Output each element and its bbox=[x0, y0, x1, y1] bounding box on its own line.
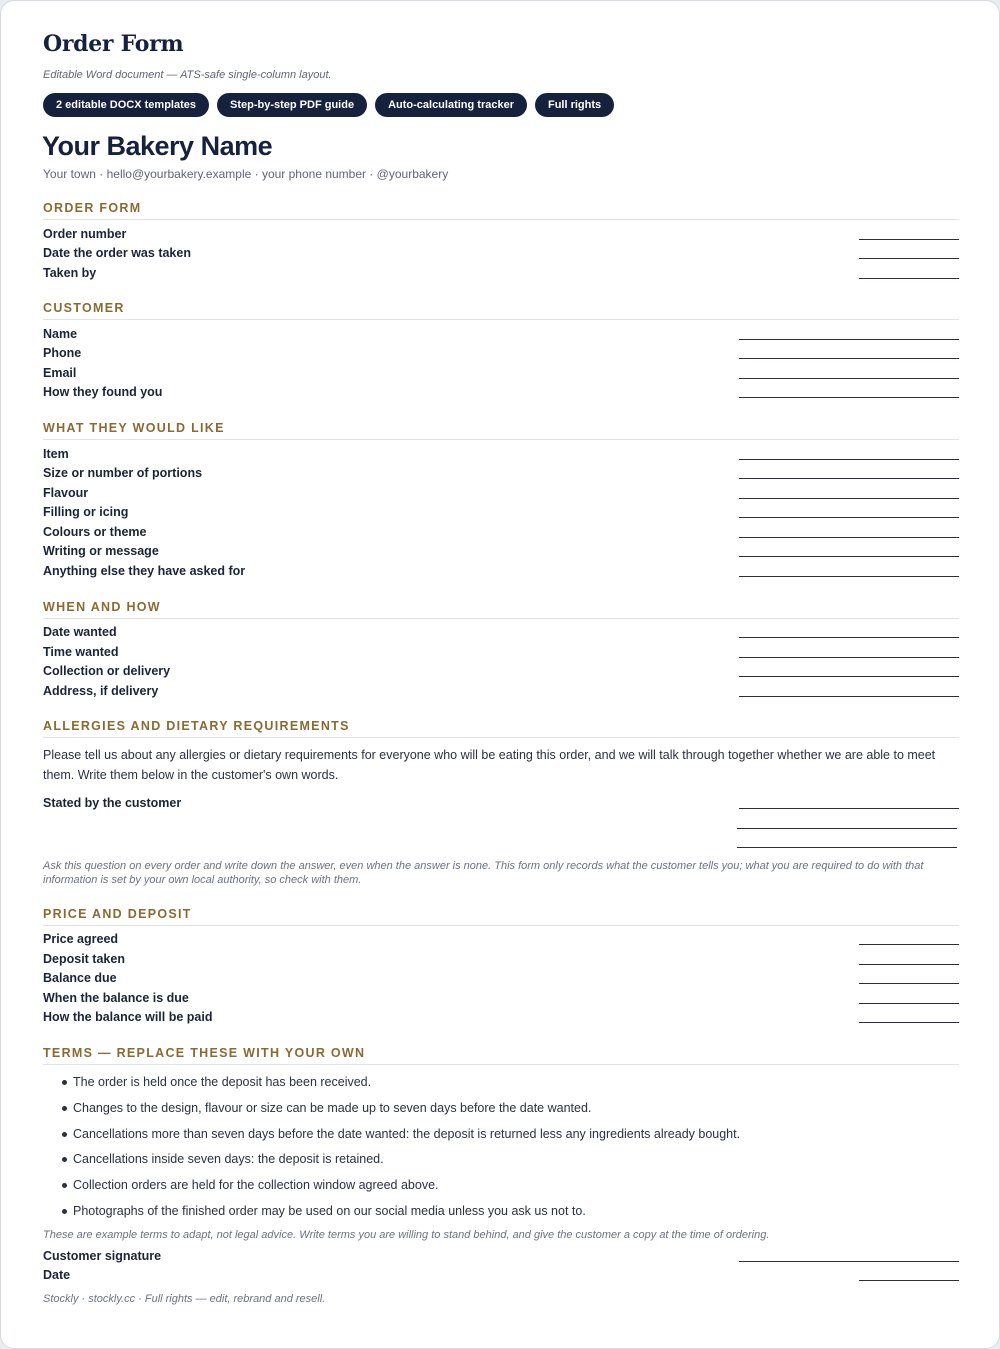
terms-list bbox=[43, 1071, 959, 1226]
field-writing: Writing or message bbox=[43, 544, 959, 564]
fill-in-line[interactable] bbox=[739, 498, 959, 499]
fill-in-line[interactable] bbox=[739, 478, 959, 479]
contact-line: Your town · hello@yourbakery.example · your phone number · @yourbakery bbox=[43, 167, 449, 181]
field-colours: Colours or theme bbox=[43, 525, 959, 545]
feature-pill: Full rights bbox=[535, 93, 614, 117]
section-heading-price: PRICE AND DEPOSIT bbox=[43, 905, 959, 926]
fill-in-line[interactable] bbox=[739, 517, 959, 518]
field-price-agreed: Price agreed bbox=[43, 932, 959, 952]
fill-in-line[interactable] bbox=[739, 339, 959, 340]
field-order-number: Order number bbox=[43, 227, 959, 247]
field-stated-by-customer: Stated by the customer bbox=[43, 796, 959, 816]
fill-in-line[interactable] bbox=[739, 378, 959, 379]
feature-pill: Step-by-step PDF guide bbox=[217, 93, 367, 117]
fill-in-line[interactable] bbox=[859, 278, 959, 279]
field-size: Size or number of portions bbox=[43, 466, 959, 486]
fill-in-line[interactable] bbox=[737, 847, 957, 848]
feature-pills bbox=[43, 93, 614, 117]
feature-pill: 2 editable DOCX templates bbox=[43, 93, 209, 117]
fill-in-line[interactable] bbox=[739, 808, 959, 809]
fill-in-line[interactable] bbox=[859, 239, 959, 240]
fill-in-line[interactable] bbox=[739, 637, 959, 638]
fill-in-line[interactable] bbox=[859, 1022, 959, 1023]
fill-in-line[interactable] bbox=[859, 964, 959, 965]
field-address: Address, if delivery bbox=[43, 684, 959, 704]
field-name: Name bbox=[43, 327, 959, 347]
field-date: Date bbox=[43, 1268, 959, 1288]
fill-in-line[interactable] bbox=[859, 1003, 959, 1004]
fill-in-line[interactable] bbox=[739, 537, 959, 538]
list-item: The order is held once the deposit has been received. bbox=[43, 1071, 959, 1097]
field-how-found: How they found you bbox=[43, 385, 959, 405]
fill-in-line[interactable] bbox=[739, 696, 959, 697]
footer-text: Stockly · stockly.cc · Full rights — edit, rebrand and resell. bbox=[43, 1293, 326, 1305]
terms-note: These are example terms to adapt, not legal advice. Write terms you are willing to stand behind, and give the customer a copy at the time of ordering. bbox=[43, 1229, 770, 1241]
allergies-intro: Please tell us about any allergies or dietary requirements for everyone who will be eating this order, and we will talk through together whether we are able to meet them. Write them below in the customer's own words. bbox=[43, 748, 936, 782]
field-phone: Phone bbox=[43, 346, 959, 366]
list-item: Photographs of the finished order may be used on our social media unless you ask us not to. bbox=[43, 1200, 959, 1226]
list-item: Cancellations inside seven days: the deposit is retained. bbox=[43, 1148, 959, 1174]
fill-in-line[interactable] bbox=[739, 576, 959, 577]
page-title: Order Form bbox=[43, 31, 184, 57]
fill-in-line[interactable] bbox=[739, 358, 959, 359]
section-heading-terms: TERMS — REPLACE THESE WITH YOUR OWN bbox=[43, 1044, 959, 1065]
list-item: Changes to the design, flavour or size can be made up to seven days before the date wanted. bbox=[43, 1097, 959, 1123]
list-item: Cancellations more than seven days before the date wanted: the deposit is returned less any ingredients already bought. bbox=[43, 1123, 959, 1149]
fill-in-line[interactable] bbox=[739, 657, 959, 658]
field-flavour: Flavour bbox=[43, 486, 959, 506]
fill-in-line[interactable] bbox=[859, 1280, 959, 1281]
field-deposit-taken: Deposit taken bbox=[43, 952, 959, 972]
field-customer-signature: Customer signature bbox=[43, 1249, 959, 1269]
section-heading-customer: CUSTOMER bbox=[43, 299, 959, 320]
page-subtitle: Editable Word document — ATS-safe single-column layout. bbox=[43, 69, 332, 81]
fill-in-line[interactable] bbox=[739, 676, 959, 677]
field-date-taken: Date the order was taken bbox=[43, 246, 959, 266]
section-heading-when: WHEN AND HOW bbox=[43, 598, 959, 619]
fill-in-line[interactable] bbox=[739, 397, 959, 398]
field-filling: Filling or icing bbox=[43, 505, 959, 525]
list-item: Collection orders are held for the collection window agreed above. bbox=[43, 1174, 959, 1200]
feature-pill: Auto-calculating tracker bbox=[375, 93, 527, 117]
fill-in-line[interactable] bbox=[859, 983, 959, 984]
field-email: Email bbox=[43, 366, 959, 386]
field-collection-delivery: Collection or delivery bbox=[43, 664, 959, 684]
fill-in-line[interactable] bbox=[739, 556, 959, 557]
field-time-wanted: Time wanted bbox=[43, 645, 959, 665]
field-balance-how: How the balance will be paid bbox=[43, 1010, 959, 1030]
field-balance-due: Balance due bbox=[43, 971, 959, 991]
field-taken-by: Taken by bbox=[43, 266, 959, 286]
section-heading-allergies: ALLERGIES AND DIETARY REQUIREMENTS bbox=[43, 717, 959, 738]
business-name: Your Bakery Name bbox=[42, 131, 273, 161]
field-balance-when: When the balance is due bbox=[43, 991, 959, 1011]
field-date-wanted: Date wanted bbox=[43, 625, 959, 645]
field-item: Item bbox=[43, 447, 959, 467]
field-anything-else: Anything else they have asked for bbox=[43, 564, 959, 584]
fill-in-line[interactable] bbox=[739, 459, 959, 460]
fill-in-line[interactable] bbox=[859, 258, 959, 259]
section-heading-what: WHAT THEY WOULD LIKE bbox=[43, 419, 959, 440]
fill-in-line[interactable] bbox=[859, 944, 959, 945]
fill-in-line[interactable] bbox=[737, 828, 957, 829]
allergies-note: Ask this question on every order and write down the answer, even when the answer is none. This form only records what the customer tells you; what you are required to do with that information is set by your own local authority, so check with them. bbox=[43, 860, 924, 886]
section-heading-order-form: ORDER FORM bbox=[43, 199, 959, 220]
fill-in-line[interactable] bbox=[739, 1261, 959, 1262]
